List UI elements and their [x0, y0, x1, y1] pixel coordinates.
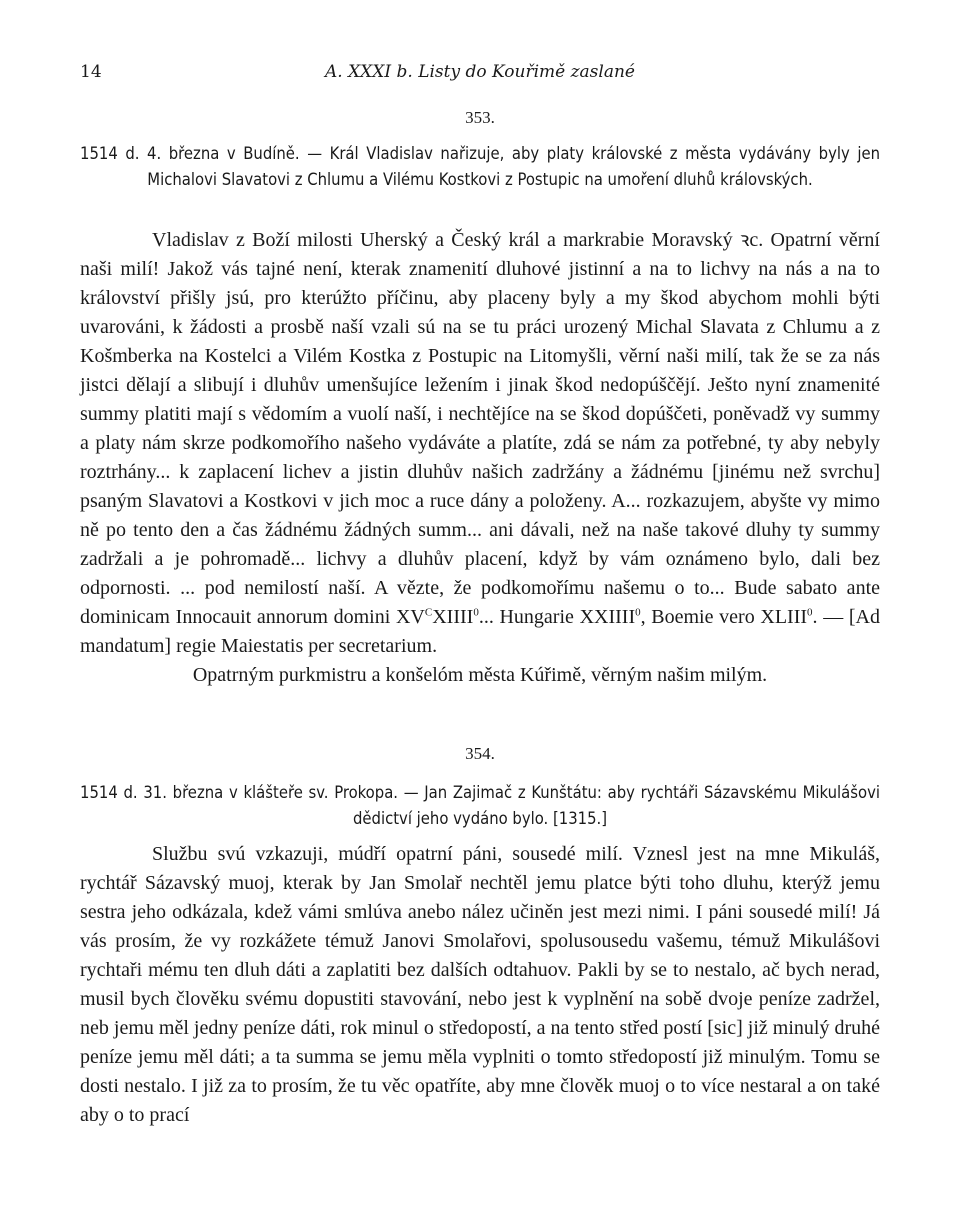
superscript: C	[424, 606, 433, 619]
address-353: Opatrným purkmistru a konšelóm města Kúřimě, věrným našim milým.	[192, 664, 768, 686]
regest-353: 1514 d. 4. března v Budíně. — Král Vladislav nařizuje, aby platy královské z města vydávány byly jen Michalovi Slavatovi z Chlumu a Vilému Kostkovi z Postupic na umoření dluhů královských.	[80, 144, 880, 189]
letter-text-part: , Boemie vero XLIII	[640, 606, 808, 628]
page-header	[80, 62, 880, 88]
letter-body-353	[80, 226, 880, 661]
letter-body-354: Službu svú vzkazuji, múdří opatrní páni, sousedé milí. Vznesl jest na mne Mikuláš, rychtář Sázavský muoj, kterak by Jan Smolař nechtěl jemu platce býti toho dluhu, kterýž jemu sestra jeho odkázala, kdež vámi smlúva anebo nález učiněn jest mezi nimi. I páni sousedé milí! Já vás prosím, že vy rozkážete témuž Janovi Smolařovi, spolusousedu vašemu, témuž Mikulášovi rychtaři mému ten dluh dáti a zaplatiti bez dalších odtahuov. Pakli by se to nestalo, ač bych nerad, musil bych člověku svému dopustiti stavování, nebo jest k vyplnění na sobě dvoje peníze zadržel, neb jemu měl jedny peníze dáti, rok minul o středopostí, a na tento střed postí [sic] již minulý druhé peníze jemu měl dáti; a ta summa se jemu měla vyplniti o tomto středopostí již minulým. Tomu se dosti nestalo. I již za to prosím, že tu věc opatříte, aby mne člověk muoj o to více nestaral a on také aby o to prací	[80, 843, 880, 1126]
superscript: 0	[473, 606, 479, 619]
letter-text-part: ... Hungarie XXIIII	[478, 606, 636, 628]
running-title: A. XXXI b. Listy do Kouřimě zaslané	[325, 62, 635, 82]
regest-354: 1514 d. 31. března v klášteře sv. Prokopa. — Jan Zajimač z Kunštátu: aby rychtáři Sázavskému Mikulášovi dědictví jeho vydáno bylo. [1315.]	[80, 783, 880, 828]
document-number-353: 353.	[465, 108, 495, 127]
superscript: 0	[635, 606, 641, 619]
letter-text-part: Vladislav z Boží milosti Uherský a Český král a markrabie Moravský ꝛc. Opatrní věrní naši milí! Jakož vás tajné není, kterak znamenití dluhové jistinní a na to lichvy na nás a na to království přišly jsú, pro kterúžto příčinu, aby placeny byly a my škod abychom mohli býti uvarováni, k žádosti a prosbě naší vzali sú na se tu práci urozený Michal Slavata z Chlumu a z Košmberka na Kostelci a Vilém Kostka z Postupic na Litomyšli, věrní naši milí, tak že se za nás jistci dělají a slibují i dluhův umenšujíce ležením i jinak škod nedopúščějí. Ješto nyní znamenité summy platiti mají s vědomím a vuolí naší, i nechtějíce na se škod dopúščeti, poněvadž vy summy a platy nám skrze podkomořího našeho vydáváte a platíte, zdá se nám za potřebné, ty aby nebyly roztrhány... k zaplacení lichev a jistin dluhův našich zadržány a žádnému [jinému než svrchu] psaným Slavatovi a Kostkovi v jich moc a ruce dány a položeny. A... rozkazujem, abyšte vy mimo ně po tento den a čas žádnému žádných summ... ani dávali, než na naše takové dluhy ty summy zadržali a je pohromadě... lichvy a dluhův placení, když by vám oznámeno bylo, dali bez odpornosti. ... pod nemilostí naší. A vězte, že podkomořímu našemu o to... Bude sabato ante dominicam Innocauit annorum domini XV	[80, 229, 880, 628]
letter-text-part: . — [Ad mandatum] regie Maiestatis per secretarium.	[80, 606, 880, 657]
superscript: 0	[807, 606, 813, 619]
letter-text-353	[80, 226, 880, 690]
letter-text-part: XIIII	[432, 606, 474, 628]
page-number: 14	[80, 62, 102, 82]
document-number-354: 354.	[465, 744, 495, 763]
letter-text-354	[80, 840, 880, 1130]
